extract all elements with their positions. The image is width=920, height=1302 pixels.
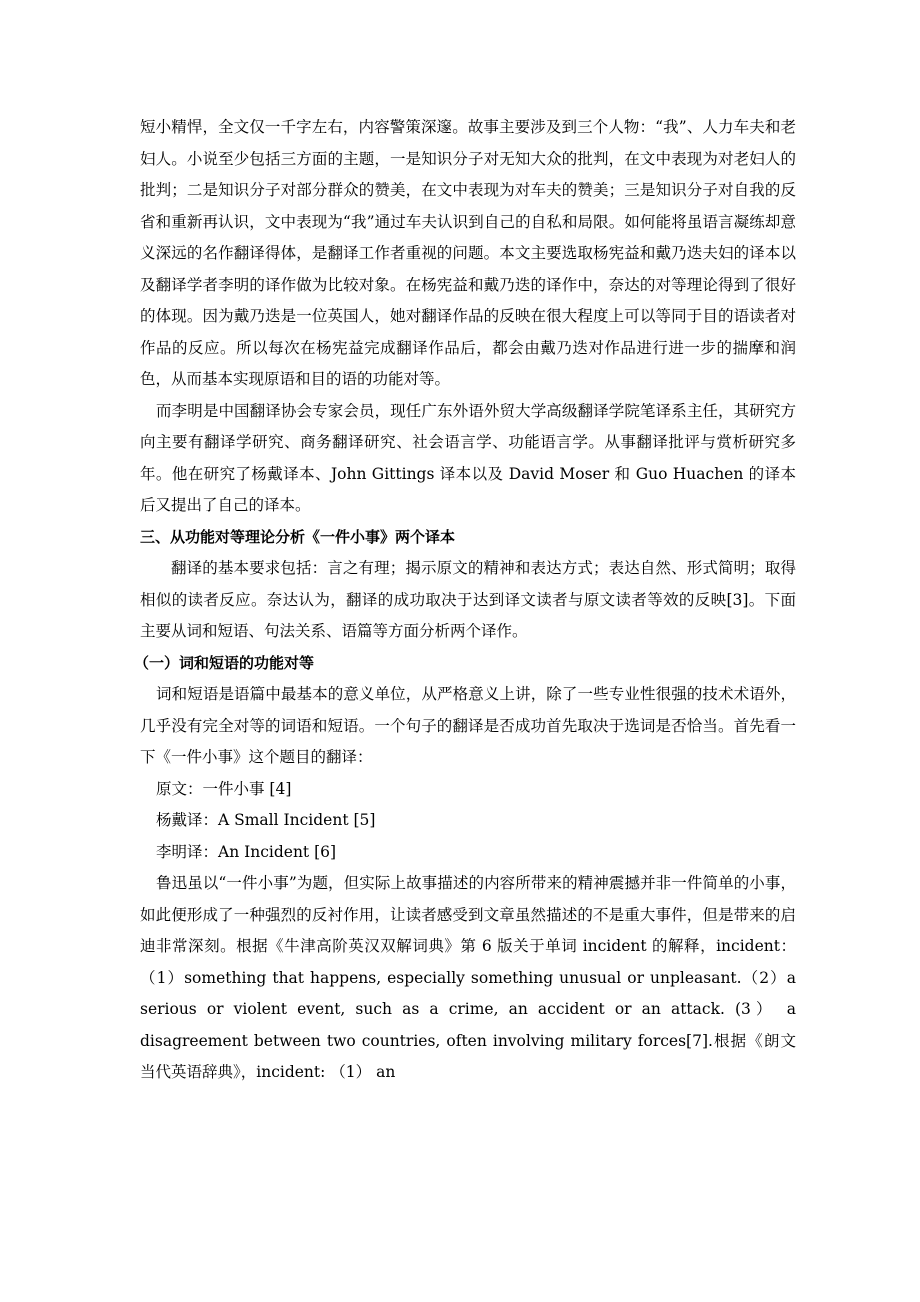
line-liming-translation: 李明译：An Incident [6] <box>156 842 337 861</box>
paragraph-incident-definition: 鲁迅虽以“一件小事”为题，但实际上故事描述的内容所带来的精神震撼并非一件简单的小事，如此便形成了一种强烈的反衬作用，让读者感受到文章虽然描述的不是重大事件，但是带来的启迪非常深刻。根据《牛津高阶英汉双解词典》第 6 版关于单词 incident 的解释，incident：（1）something that happens, especially something unusual or unpleasant.（2）a serious or violent event, such as a crime, an accident or an attack. (3） a disagreement between two countries, often involving military forces[7].根据《朗文当代英语辞典》，incident: （1） an <box>140 874 796 1081</box>
paragraph-words-phrases: 词和短语是语篇中最基本的意义单位，从严格意义上讲，除了一些专业性很强的技术术语外，几乎没有完全对等的词语和短语。一个句子的翻译是否成功首先取决于选词是否恰当。首先看一下《一件小事》这个题目的翻译： <box>140 685 796 766</box>
subsection-heading: （一）词和短语的功能对等 <box>134 653 315 672</box>
paragraph-requirements: 翻译的基本要求包括：言之有理；揭示原文的精神和表达方式；表达自然、形式简明；取得相似的读者反应。奈达认为，翻译的成功取决于达到译文读者与原文读者等效的反映[3]。下面主要从词和短语、句法关系、语篇等方面分析两个译作。 <box>140 559 796 640</box>
section-heading: 三、从功能对等理论分析《一件小事》两个译本 <box>140 527 456 546</box>
paragraph-intro: 短小精悍，全文仅一千字左右，内容警策深邃。故事主要涉及到三个人物：“我”、人力车夫和老妇人。小说至少包括三方面的主题，一是知识分子对无知大众的批判，在文中表现为对老妇人的批判；二是知识分子对部分群众的赞美，在文中表现为对车夫的赞美；三是知识分子对自我的反省和重新再认识，文中表现为“我”通过车夫认识到自己的自私和局限。如何能将虽语言凝练却意义深远的名作翻译得体，是翻译工作者重视的问题。本文主要选取杨宪益和戴乃迭夫妇的译本以及翻译学者李明的译作做为比较对象。在杨宪益和戴乃迭的译作中，奈达的对等理论得到了很好的体现。因为戴乃迭是一位英国人，她对翻译作品的反映在很大程度上可以等同于目的语读者对作品的反应。所以每次在杨宪益完成翻译作品后，都会由戴乃迭对作品进行进一步的揣摩和润色，从而基本实现原语和目的语的功能对等。 <box>140 118 796 388</box>
line-yangdai-translation: 杨戴译：A Small Incident [5] <box>156 811 376 829</box>
line-original-title: 原文：一件小事 [4] <box>156 779 292 798</box>
paragraph-liming: 而李明是中国翻译协会专家会员，现任广东外语外贸大学高级翻译学院笔译系主任，其研究方向主要有翻译学研究、商务翻译研究、社会语言学、功能语言学。从事翻译批评与赏析研究多年。他在研究了杨戴译本、John Gittings 译本以及 David Moser 和 Guo Huachen 的译本后又提出了自己的译本。 <box>140 401 796 514</box>
document-page <box>134 112 796 1089</box>
